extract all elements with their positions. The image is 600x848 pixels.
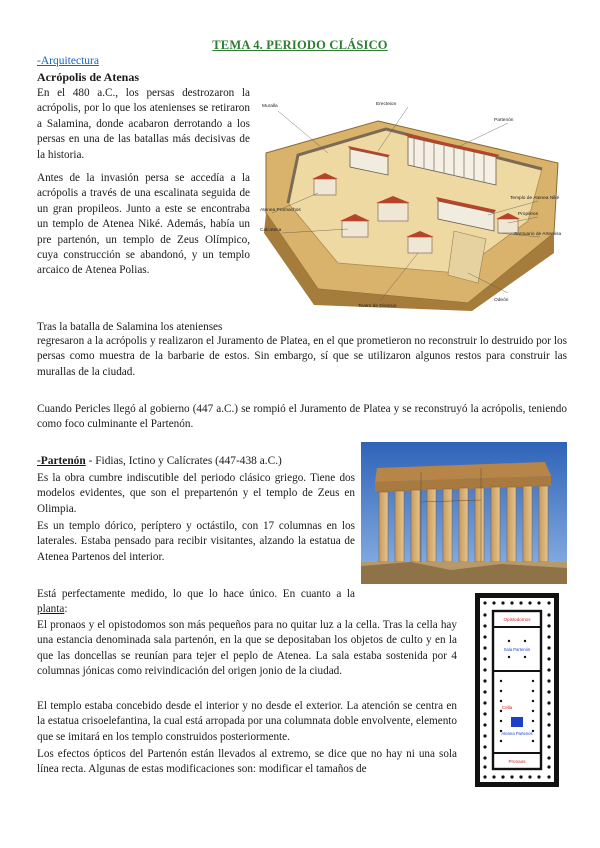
acropolis-paragraph-4: Cuando Pericles llegó al gobierno (447 a.C.) se rompió el Juramento de Platea y se reconstruyó la acrópolis, teniendo como foco culminante el Partenón. — [37, 403, 567, 431]
parthenon-label: -Partenón — [37, 455, 86, 467]
acropolis-illustration — [258, 93, 564, 313]
acropolis-label: Propileos — [518, 212, 538, 217]
acropolis-label: Partenón — [494, 118, 514, 123]
acropolis-label: Odeón — [494, 298, 509, 303]
page-title: TEMA 4. PERIODO CLÁSICO — [212, 38, 388, 52]
acropolis-paragraph-2: Antes de la invasión persa se accedía a la acrópolis a través de una escalinata seguida de un gran propileos. Junto a este se encontraba un templo de Atenea Niké. Además, había un pre partenón, un templo de Zeus Olímpico, cuya construcción se abandonó, y un templo arcaico de Atenea Polias. — [37, 172, 250, 277]
acropolis-paragraph-3-start: Tras la batalla de Salamina los atenienses — [37, 321, 223, 333]
parthenon-paragraph-3 — [37, 587, 355, 618]
parthenon-paragraph-2: Es un templo dórico, períptero y octástilo, con 17 columnas en los laterales. Estaba pensado para recibir visitantes, alzando la estatua de Atenea Partenos del interior. — [37, 520, 355, 563]
acropolis-label: Muralla — [262, 104, 278, 109]
acropolis-label: Templo de Atenea Niké — [510, 196, 560, 201]
parthenon-floor-plan — [473, 591, 561, 789]
parthenon-photo — [361, 442, 567, 584]
parthenon-authors: - Fidias, Ictino y Calícrates (447-438 a.C.) — [85, 455, 282, 467]
parthenon-paragraph-6: Los efectos ópticos del Partenón están llevados al extremo, se dice que no hay ni una sola línea recta. Algunas de estas modificaciones son: modificar el tamaños de — [37, 748, 457, 776]
plan-label: Cella — [501, 705, 513, 710]
plan-label: Opistodomos — [503, 617, 531, 622]
acropolis-heading: Acrópolis de Atenas — [37, 70, 139, 84]
plan-label: Sala Partenón — [503, 647, 531, 652]
acropolis-label: Teatro de Dionisio — [358, 304, 397, 309]
parthenon-paragraph-5: El templo estaba concebido desde el interior y no desde el exterior. La atención se centra en la estatua crisoelefantina, la cual está arropada por una columnata doble envolvente, elemento que se imitará en los templo construidos posteriormente. — [37, 700, 457, 743]
plan-label: Pronaos — [508, 759, 526, 764]
parthenon-plan-link: planta — [37, 603, 65, 616]
parthenon-heading — [37, 455, 282, 467]
parthenon-plan-intro: Está perfectamente medido, lo que lo hace único. En cuanto a la — [37, 588, 355, 600]
acropolis-label: Atenea Promachos — [260, 208, 301, 213]
parthenon-plan-colon: : — [64, 603, 68, 616]
section-link-arquitectura[interactable]: -Arquitectura — [37, 55, 99, 67]
plan-label: Atenea Partenos — [501, 731, 533, 736]
parthenon-paragraph-1: Es la obra cumbre indiscutible del periodo clásico griego. Tiene dos modelos evidentes, que son el prepartenón y el templo de Zeus en Olimpia. — [37, 472, 355, 515]
acropolis-label: Santuario de Artemisa — [514, 232, 562, 237]
acropolis-label: Calcoteca — [260, 228, 282, 233]
acropolis-paragraph-1: En el 480 a.C., los persas destrozaron la acrópolis, por lo que los atenienses se retiraron a Salamina, donde acabaron derrotando a los persas en una de las batallas más decisivas de la historia. — [37, 87, 250, 161]
acropolis-label: Erecteion — [376, 102, 397, 107]
parthenon-paragraph-4: El pronaos y el opistodomos son más pequeños para no quitar luz a la cella. Tras la cella hay una estancia denominada sala partenón, en la que se depositaban los objetos de culto y en la que las doncellas se reunían para tejer el peplo de Atenea. La sala estaba sostenida por 4 columnas jónicas como reivindicación del origen jonio de la ciudad. — [37, 619, 457, 678]
acropolis-paragraph-3: regresaron a la acrópolis y realizaron el Juramento de Platea, en el que prometieron no reconstruir lo destruido por los persas como muestra de la barbarie de estos. Sin embargo, sí que se utilizaron algunos restos para construir las murallas de la ciudad. — [37, 335, 567, 378]
